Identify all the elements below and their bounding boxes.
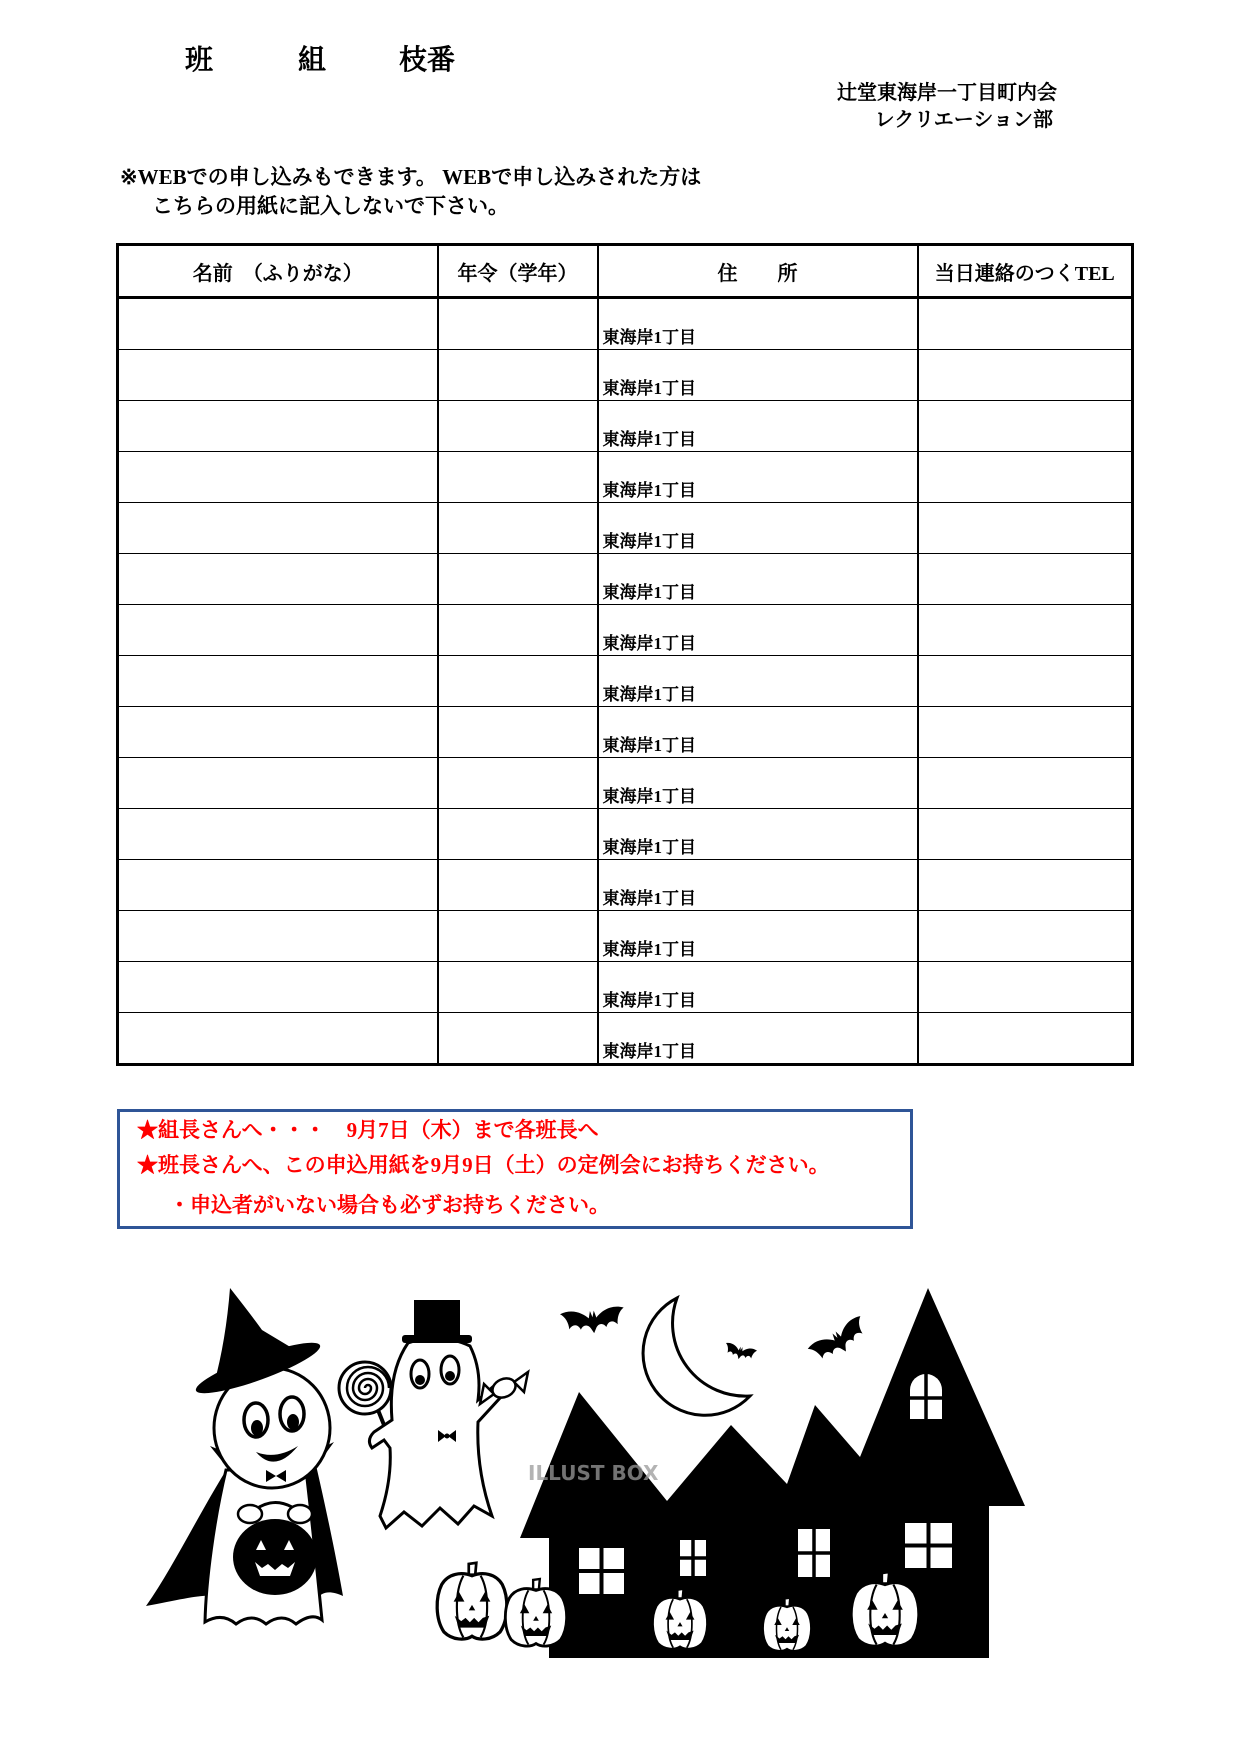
address-cell: 東海岸1丁目 xyxy=(598,911,918,962)
tel-cell xyxy=(918,758,1133,809)
crescent-moon-icon xyxy=(643,1298,750,1415)
age-cell xyxy=(438,809,598,860)
address-cell: 東海岸1丁目 xyxy=(598,707,918,758)
kumi-label: 組 xyxy=(298,45,327,76)
name-cell xyxy=(118,656,438,707)
tel-cell xyxy=(918,401,1133,452)
table-row xyxy=(118,452,1133,503)
edaban-label: 枝番 xyxy=(399,45,456,76)
tel-cell xyxy=(918,350,1133,401)
table-row xyxy=(118,758,1133,809)
header-address: 住 所 xyxy=(598,245,918,298)
house-window-icon xyxy=(579,1548,624,1594)
tel-cell xyxy=(918,554,1133,605)
tel-cell xyxy=(918,656,1133,707)
bat-icon xyxy=(723,1342,757,1363)
tel-cell xyxy=(918,452,1133,503)
instruction-line-2: ★班長さんへ、この申込用紙を9月9日（土）の定例会にお持ちください。 xyxy=(137,1153,830,1177)
address-cell: 東海岸1丁目 xyxy=(598,452,918,503)
table-row xyxy=(118,401,1133,452)
entry-table xyxy=(116,243,1134,1066)
address-cell: 東海岸1丁目 xyxy=(598,605,918,656)
name-cell xyxy=(118,911,438,962)
address-cell: 東海岸1丁目 xyxy=(598,656,918,707)
age-cell xyxy=(438,401,598,452)
name-cell xyxy=(118,962,438,1013)
age-cell xyxy=(438,758,598,809)
web-notice-line-2: こちらの用紙に記入しないで下さい。 xyxy=(152,194,509,218)
tel-cell xyxy=(918,503,1133,554)
bat-icon xyxy=(560,1306,626,1337)
header-age: 年令（学年） xyxy=(438,245,598,298)
name-cell xyxy=(118,1013,438,1065)
house-window-icon xyxy=(905,1523,952,1568)
address-cell: 東海岸1丁目 xyxy=(598,554,918,605)
table-row xyxy=(118,962,1133,1013)
tel-cell xyxy=(918,605,1133,656)
header-name: 名前 （ふりがな） xyxy=(118,245,438,298)
name-cell xyxy=(118,860,438,911)
table-row xyxy=(118,860,1133,911)
ghost-body xyxy=(369,1338,501,1528)
halloween-illustration xyxy=(0,1280,1240,1700)
table-row xyxy=(118,503,1133,554)
age-cell xyxy=(438,298,598,350)
age-cell xyxy=(438,350,598,401)
table-row xyxy=(118,350,1133,401)
web-notice-line-1: ※WEBでの申し込みもできます。 WEBで申し込みされた方は xyxy=(120,165,702,189)
house-window-icon xyxy=(680,1540,706,1576)
name-cell xyxy=(118,350,438,401)
age-cell xyxy=(438,911,598,962)
lollipop-icon xyxy=(339,1362,391,1414)
table-row xyxy=(118,554,1133,605)
age-cell xyxy=(438,605,598,656)
table-row xyxy=(118,656,1133,707)
tel-cell xyxy=(918,707,1133,758)
organization-name: 辻堂東海岸一丁目町内会 xyxy=(837,82,1057,104)
watermark-text: ILLUST BOX xyxy=(528,1461,659,1485)
tel-cell xyxy=(918,962,1133,1013)
table-body xyxy=(118,298,1133,1065)
address-cell: 東海岸1丁目 xyxy=(598,503,918,554)
han-label: 班 xyxy=(185,45,214,76)
name-cell xyxy=(118,605,438,656)
house-window-icon xyxy=(798,1529,830,1577)
address-cell: 東海岸1丁目 xyxy=(598,809,918,860)
table-row xyxy=(118,707,1133,758)
instruction-box xyxy=(117,1109,913,1229)
top-hat-ghost-icon xyxy=(339,1300,528,1528)
age-cell xyxy=(438,656,598,707)
address-cell: 東海岸1丁目 xyxy=(598,298,918,350)
age-cell xyxy=(438,707,598,758)
witch-ghost-icon xyxy=(146,1288,343,1624)
table-row xyxy=(118,1013,1133,1065)
age-cell xyxy=(438,554,598,605)
name-cell xyxy=(118,758,438,809)
table-row xyxy=(118,809,1133,860)
age-cell xyxy=(438,452,598,503)
tel-cell xyxy=(918,298,1133,350)
age-cell xyxy=(438,962,598,1013)
jack-o-lantern-icon xyxy=(437,1563,507,1639)
tower-window-icon xyxy=(910,1372,942,1419)
pumpkin-bucket-icon xyxy=(233,1519,317,1595)
candy-icon xyxy=(480,1372,528,1404)
name-cell xyxy=(118,503,438,554)
tel-cell xyxy=(918,860,1133,911)
instruction-line-1: ★組長さんへ・・・ 9月7日（木）まで各班長へ xyxy=(137,1118,599,1142)
tel-cell xyxy=(918,1013,1133,1065)
name-cell xyxy=(118,554,438,605)
name-cell xyxy=(118,452,438,503)
table-row xyxy=(118,605,1133,656)
address-cell: 東海岸1丁目 xyxy=(598,962,918,1013)
address-cell: 東海岸1丁目 xyxy=(598,401,918,452)
table-header-row xyxy=(118,245,1133,298)
table-row xyxy=(118,911,1133,962)
name-cell xyxy=(118,298,438,350)
name-cell xyxy=(118,809,438,860)
department-name: レクリエーション部 xyxy=(874,109,1053,131)
bat-icon xyxy=(807,1315,872,1368)
address-cell: 東海岸1丁目 xyxy=(598,860,918,911)
address-cell: 東海岸1丁目 xyxy=(598,1013,918,1065)
age-cell xyxy=(438,860,598,911)
table-row xyxy=(118,298,1133,350)
header-tel: 当日連絡のつくTEL xyxy=(918,245,1133,298)
age-cell xyxy=(438,1013,598,1065)
instruction-line-3: ・申込者がいない場合も必ずお持ちください。 xyxy=(169,1193,610,1217)
name-cell xyxy=(118,401,438,452)
address-cell: 東海岸1丁目 xyxy=(598,350,918,401)
top-hat-icon xyxy=(402,1300,472,1343)
tel-cell xyxy=(918,911,1133,962)
name-cell xyxy=(118,707,438,758)
address-cell: 東海岸1丁目 xyxy=(598,758,918,809)
tel-cell xyxy=(918,809,1133,860)
age-cell xyxy=(438,503,598,554)
